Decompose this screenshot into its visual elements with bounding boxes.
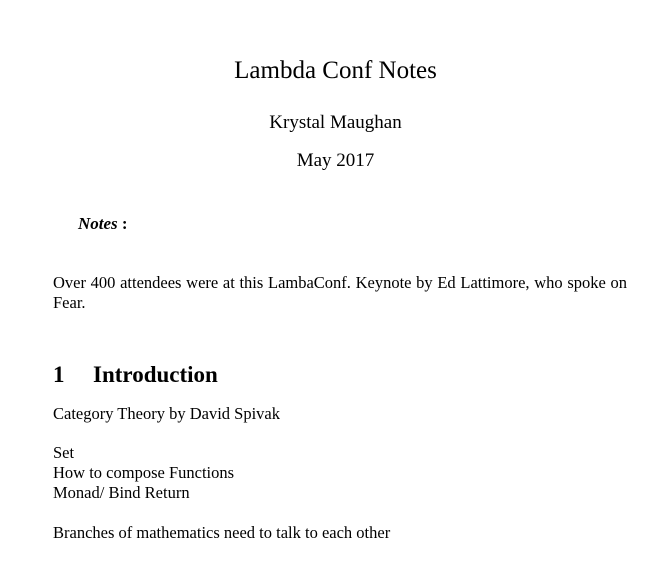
intro-line-branches: Branches of mathematics need to talk to each other xyxy=(53,523,391,542)
intro-line-compose-functions: How to compose Functions xyxy=(53,463,235,482)
section-title: Introduction xyxy=(93,362,218,387)
document-author: Krystal Maughan xyxy=(269,112,402,133)
section-number: 1 xyxy=(53,362,65,387)
document-date: May 2017 xyxy=(296,150,375,171)
notes-label xyxy=(78,213,128,235)
notes-paragraph: Over 400 attendees were at this LambaConf. Keynote by Ed Lattimore, who spoke on Fear. xyxy=(53,273,627,312)
intro-line-monad: Monad/ Bind Return xyxy=(53,483,190,502)
notes-label-text: Notes xyxy=(78,214,118,233)
section-heading-introduction xyxy=(53,361,218,389)
intro-line-category-theory: Category Theory by David Spivak xyxy=(53,404,280,423)
document-title: Lambda Conf Notes xyxy=(234,57,437,84)
intro-line-set: Set xyxy=(53,443,75,462)
notes-label-colon: : xyxy=(121,214,128,233)
